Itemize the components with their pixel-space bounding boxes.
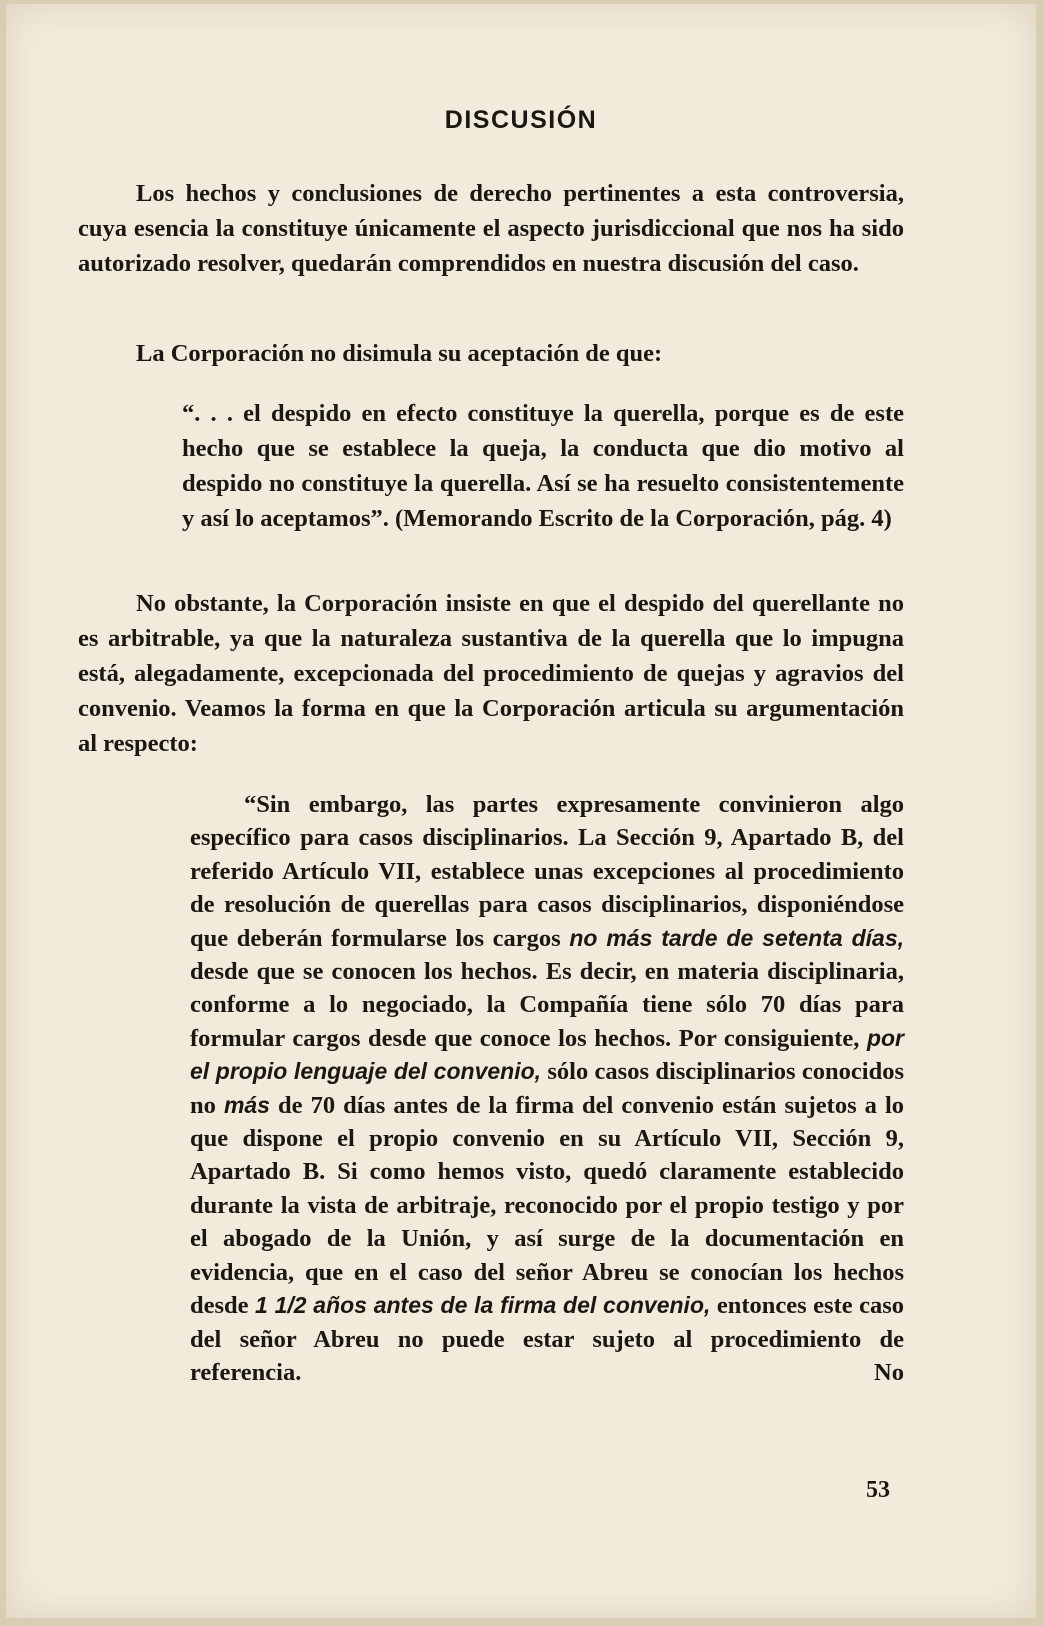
quote-emphasis: más: [223, 1091, 270, 1118]
page-number: 53: [866, 1477, 890, 1503]
quote-text: desde que se conocen los hechos. Es decir, en materia disciplinaria, conforme a lo negociado, la Compañía tiene sólo 70 días para formular cargos desde que conoce los hechos. Por consiguiente,: [190, 958, 904, 1052]
quote-text: de 70 días antes de la firma del convenio están sujetos a lo que dispone el propio convenio en su Artículo VII, Sección 9, Apartado B. Si como hemos visto, quedó claramente establecido durante la vista de arbitraje, reconocido por el propio testigo y por el abogado de la Unión, y así surge de la documentación en evidencia, que en el caso del señor Abreu se conocían los hechos desde: [190, 1091, 905, 1320]
paragraph-quotation-2: [190, 788, 904, 1389]
paragraph-acceptance: La Corporación no disimula su aceptación de que:: [136, 340, 663, 367]
paragraph-facts: Los hechos y conclusiones de derecho pertinentes a esta controversia, cuya esencia la constituye únicamente el aspecto jurisdiccional que nos ha sido autorizado resolver, quedarán comprendidos en nuestra discusión del caso.: [78, 180, 904, 277]
quote-text: “Sin embargo, las partes expresamente convinieron algo específico para casos disciplinarios. La Sección 9, Apartado B, del referido Artículo VII, establece unas excepciones al procedimiento de resolución de querellas para casos disciplinarios, disponiéndose que deberán formularse los cargos: [190, 791, 904, 952]
quote-emphasis: no más tarde de setenta días,: [569, 924, 904, 951]
quote-text: entonces este caso del señor Abreu no puede estar sujeto al procedimiento de referencia. No: [190, 1292, 905, 1386]
section-heading: DISCUSIÓN: [444, 106, 598, 134]
quote-text: sólo casos disciplinarios conocidos no: [190, 1058, 904, 1119]
paragraph-argument: No obstante, la Corporación insiste en que el despido del querellante no es arbitrable, ya que la naturaleza sustantiva de la querella que lo impugna está, alegadamente, excepcionada del procedimiento de quejas y agravios del convenio. Veamos la forma en que la Corporación articula su argumentación al respecto:: [78, 590, 904, 757]
quote-emphasis: por el propio lenguaje del convenio,: [190, 1024, 905, 1085]
document-page: [6, 4, 1036, 1618]
quote-emphasis: 1 1/2 años antes de la firma del convenio,: [255, 1292, 711, 1319]
paragraph-quotation-1: “. . . el despido en efecto constituye la querella, porque es de este hecho que se establece la queja, la conducta que dio motivo al despido no constituye la querella. Así se ha resuelto consistentemente y así lo aceptamos”. (Memorando Escrito de la Corporación, pág. 4): [182, 400, 904, 532]
